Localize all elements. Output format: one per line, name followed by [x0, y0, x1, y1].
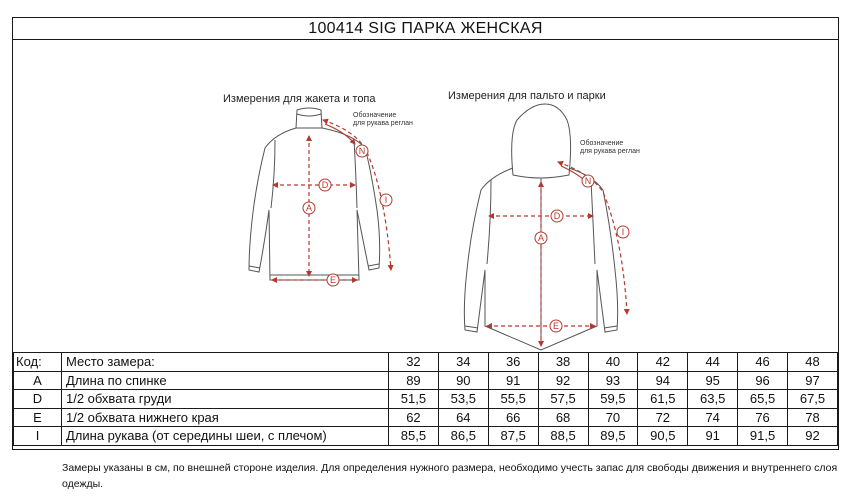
marker-n: N: [358, 146, 366, 156]
row-value: 93: [588, 371, 638, 390]
size-header: 34: [438, 353, 488, 372]
row-value: 86,5: [438, 427, 488, 446]
marker-i: I: [621, 227, 625, 237]
marker-i: I: [384, 195, 388, 205]
parka-raglan-note: [580, 140, 640, 156]
row-value: 66: [488, 408, 538, 427]
marker-e: E: [552, 321, 560, 331]
row-value: 61,5: [638, 390, 688, 409]
row-value: 91,5: [738, 427, 788, 446]
row-value: 92: [788, 427, 838, 446]
size-chart-sheet: [12, 17, 839, 450]
header-name: Место замера:: [62, 353, 389, 372]
row-value: 53,5: [438, 390, 488, 409]
marker-n: N: [584, 176, 592, 186]
row-value: 89,5: [588, 427, 638, 446]
row-value: 76: [738, 408, 788, 427]
row-code: D: [14, 390, 62, 409]
raglan-note-line2: для рукава реглан: [353, 120, 413, 127]
marker-a: A: [305, 203, 313, 213]
row-value: 91: [688, 427, 738, 446]
row-value: 67,5: [788, 390, 838, 409]
row-value: 96: [738, 371, 788, 390]
jacket-raglan-note: [353, 112, 413, 128]
row-value: 55,5: [488, 390, 538, 409]
row-value: 97: [788, 371, 838, 390]
row-value: 57,5: [538, 390, 588, 409]
row-name: 1/2 обхвата груди: [62, 390, 389, 409]
parka-measure-lines: [487, 162, 627, 346]
parka-markers: [535, 175, 629, 332]
row-name: 1/2 обхвата нижнего края: [62, 408, 389, 427]
marker-d: D: [321, 180, 329, 190]
row-value: 51,5: [389, 390, 439, 409]
raglan-note-line1: Обозначение: [353, 112, 397, 119]
page-title: 100414 SIG ПАРКА ЖЕНСКАЯ: [13, 18, 838, 40]
row-value: 94: [638, 371, 688, 390]
row-value: 70: [588, 408, 638, 427]
row-value: 92: [538, 371, 588, 390]
raglan-note-line2: для рукава реглан: [580, 148, 640, 155]
row-code: A: [14, 371, 62, 390]
jacket-measure-lines: [272, 120, 391, 280]
table-row: [14, 408, 838, 427]
row-value: 74: [688, 408, 738, 427]
table-row: [14, 427, 838, 446]
row-value: 90: [438, 371, 488, 390]
row-name: Длина рукава (от середины шеи, с плечом): [62, 427, 389, 446]
row-value: 59,5: [588, 390, 638, 409]
header-code: Код:: [14, 353, 62, 372]
row-value: 64: [438, 408, 488, 427]
jacket-caption: Измерения для жакета и топа: [223, 93, 376, 105]
row-code: E: [14, 408, 62, 427]
table-row: [14, 371, 838, 390]
marker-a: A: [537, 233, 545, 243]
table-header-row: [14, 353, 838, 372]
measurement-illustrations: [13, 40, 838, 352]
row-value: 90,5: [638, 427, 688, 446]
raglan-note-line1: Обозначение: [580, 140, 624, 147]
row-value: 65,5: [738, 390, 788, 409]
footnote: Замеры указаны в см, по внешней стороне изделия. Для определения нужного размера, необходимо учесть запас для свободы движения и внутреннего слоя одежды.: [62, 462, 838, 490]
marker-d: D: [553, 211, 561, 221]
size-header: 36: [488, 353, 538, 372]
size-header: 46: [738, 353, 788, 372]
jacket-markers: [303, 145, 392, 286]
row-value: 68: [538, 408, 588, 427]
size-header: 40: [588, 353, 638, 372]
row-value: 63,5: [688, 390, 738, 409]
row-value: 91: [488, 371, 538, 390]
size-table: [13, 352, 838, 446]
row-code: I: [14, 427, 62, 446]
row-name: Длина по спинке: [62, 371, 389, 390]
size-header: 38: [538, 353, 588, 372]
row-value: 87,5: [488, 427, 538, 446]
row-value: 78: [788, 408, 838, 427]
row-value: 62: [389, 408, 439, 427]
size-header: 42: [638, 353, 688, 372]
row-value: 85,5: [389, 427, 439, 446]
parka-caption: Измерения для пальто и парки: [448, 90, 606, 102]
garment-diagrams: [13, 40, 838, 352]
jacket-drawing: [249, 108, 380, 280]
row-value: 89: [389, 371, 439, 390]
size-header: 48: [788, 353, 838, 372]
row-value: 88,5: [538, 427, 588, 446]
row-value: 95: [688, 371, 738, 390]
row-value: 72: [638, 408, 688, 427]
size-header: 32: [389, 353, 439, 372]
marker-e: E: [329, 275, 337, 285]
size-header: 44: [688, 353, 738, 372]
table-row: [14, 390, 838, 409]
